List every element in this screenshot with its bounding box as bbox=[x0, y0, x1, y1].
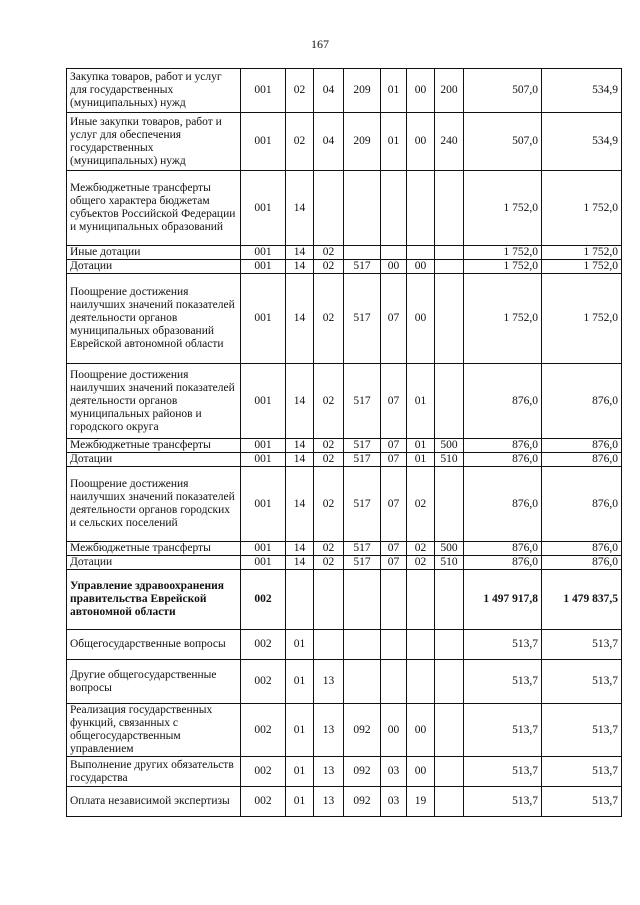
budget-table bbox=[66, 68, 622, 817]
target-item-cell: 02 bbox=[407, 467, 435, 542]
expense-type-cell: 510 bbox=[435, 556, 464, 570]
row-name-cell: Дотации bbox=[67, 260, 241, 274]
amount-year2-cell: 534,9 bbox=[542, 113, 622, 171]
subsection-code-cell: 04 bbox=[314, 69, 344, 113]
admin-code-cell: 002 bbox=[241, 757, 286, 787]
target-code-cell: 517 bbox=[344, 467, 381, 542]
target-code-cell bbox=[344, 570, 381, 630]
row-name-cell: Иные дотации bbox=[67, 246, 241, 260]
target-item-cell bbox=[407, 570, 435, 630]
table-row bbox=[67, 260, 622, 274]
admin-code-cell: 001 bbox=[241, 453, 286, 467]
amount-year1-cell: 876,0 bbox=[464, 364, 542, 439]
section-code-cell: 01 bbox=[286, 787, 314, 817]
subsection-code-cell: 02 bbox=[314, 260, 344, 274]
target-subcode-cell: 07 bbox=[381, 556, 407, 570]
subsection-code-cell: 02 bbox=[314, 542, 344, 556]
table-row bbox=[67, 274, 622, 364]
row-name-cell: Иные закупки товаров, работ и услуг для обеспечения государственных (муниципальных) нужд bbox=[67, 113, 241, 171]
row-name-cell: Поощрение достижения наилучших значений показателей деятельности органов муниципальных образований Еврейской автономной области bbox=[67, 274, 241, 364]
row-name-cell: Межбюджетные трансферты bbox=[67, 439, 241, 453]
expense-type-cell bbox=[435, 274, 464, 364]
amount-year2-cell: 876,0 bbox=[542, 453, 622, 467]
amount-year1-cell: 1 752,0 bbox=[464, 260, 542, 274]
row-name-cell: Управление здравоохранения правительства Еврейской автономной области bbox=[67, 570, 241, 630]
amount-year2-cell: 876,0 bbox=[542, 556, 622, 570]
amount-year2-cell: 1 479 837,5 bbox=[542, 570, 622, 630]
target-code-cell: 092 bbox=[344, 704, 381, 757]
expense-type-cell bbox=[435, 260, 464, 274]
section-code-cell: 01 bbox=[286, 630, 314, 660]
table-row bbox=[67, 453, 622, 467]
admin-code-cell: 001 bbox=[241, 542, 286, 556]
row-name-cell: Межбюджетные трансферты общего характера бюджетам субъектов Российской Федерации и муниципальных образований bbox=[67, 171, 241, 246]
target-subcode-cell: 00 bbox=[381, 260, 407, 274]
section-code-cell: 02 bbox=[286, 113, 314, 171]
expense-type-cell: 240 bbox=[435, 113, 464, 171]
row-name-cell: Межбюджетные трансферты bbox=[67, 542, 241, 556]
amount-year2-cell: 876,0 bbox=[542, 542, 622, 556]
table-row bbox=[67, 757, 622, 787]
target-item-cell: 00 bbox=[407, 69, 435, 113]
table-row bbox=[67, 630, 622, 660]
amount-year1-cell: 513,7 bbox=[464, 757, 542, 787]
row-name-cell: Другие общегосударственные вопросы bbox=[67, 660, 241, 704]
target-code-cell: 517 bbox=[344, 439, 381, 453]
row-name-cell: Поощрение достижения наилучших значений показателей деятельности органов муниципальных районов и городского округа bbox=[67, 364, 241, 439]
subsection-code-cell: 02 bbox=[314, 467, 344, 542]
target-code-cell bbox=[344, 171, 381, 246]
amount-year2-cell: 513,7 bbox=[542, 630, 622, 660]
row-name-cell: Оплата независимой экспертизы bbox=[67, 787, 241, 817]
section-code-cell: 14 bbox=[286, 274, 314, 364]
target-subcode-cell: 01 bbox=[381, 113, 407, 171]
subsection-code-cell: 02 bbox=[314, 453, 344, 467]
table-row bbox=[67, 171, 622, 246]
section-code-cell: 14 bbox=[286, 542, 314, 556]
target-subcode-cell: 07 bbox=[381, 453, 407, 467]
amount-year2-cell: 534,9 bbox=[542, 69, 622, 113]
row-name-cell: Выполнение других обязательств государства bbox=[67, 757, 241, 787]
admin-code-cell: 001 bbox=[241, 467, 286, 542]
amount-year1-cell: 1 752,0 bbox=[464, 171, 542, 246]
subsection-code-cell: 13 bbox=[314, 660, 344, 704]
expense-type-cell: 510 bbox=[435, 453, 464, 467]
expense-type-cell bbox=[435, 704, 464, 757]
row-name-cell: Дотации bbox=[67, 453, 241, 467]
target-subcode-cell: 07 bbox=[381, 467, 407, 542]
target-item-cell: 19 bbox=[407, 787, 435, 817]
amount-year1-cell: 507,0 bbox=[464, 113, 542, 171]
admin-code-cell: 002 bbox=[241, 787, 286, 817]
section-code-cell bbox=[286, 570, 314, 630]
section-code-cell: 01 bbox=[286, 704, 314, 757]
expense-type-cell bbox=[435, 467, 464, 542]
expense-type-cell bbox=[435, 364, 464, 439]
expense-type-cell bbox=[435, 246, 464, 260]
admin-code-cell: 001 bbox=[241, 69, 286, 113]
subsection-code-cell: 13 bbox=[314, 787, 344, 817]
subsection-code-cell: 02 bbox=[314, 246, 344, 260]
amount-year2-cell: 1 752,0 bbox=[542, 171, 622, 246]
expense-type-cell bbox=[435, 171, 464, 246]
target-code-cell bbox=[344, 660, 381, 704]
target-item-cell: 00 bbox=[407, 757, 435, 787]
amount-year1-cell: 1 752,0 bbox=[464, 246, 542, 260]
amount-year2-cell: 1 752,0 bbox=[542, 260, 622, 274]
subsection-code-cell: 13 bbox=[314, 757, 344, 787]
amount-year2-cell: 876,0 bbox=[542, 439, 622, 453]
table-row bbox=[67, 570, 622, 630]
section-code-cell: 14 bbox=[286, 467, 314, 542]
expense-type-cell bbox=[435, 757, 464, 787]
amount-year1-cell: 513,7 bbox=[464, 787, 542, 817]
table-row bbox=[67, 556, 622, 570]
amount-year1-cell: 876,0 bbox=[464, 453, 542, 467]
admin-code-cell: 001 bbox=[241, 171, 286, 246]
target-item-cell bbox=[407, 660, 435, 704]
amount-year1-cell: 513,7 bbox=[464, 660, 542, 704]
section-code-cell: 01 bbox=[286, 757, 314, 787]
target-code-cell: 092 bbox=[344, 757, 381, 787]
expense-type-cell bbox=[435, 630, 464, 660]
target-subcode-cell bbox=[381, 246, 407, 260]
target-code-cell: 517 bbox=[344, 453, 381, 467]
table-row bbox=[67, 113, 622, 171]
target-code-cell: 517 bbox=[344, 260, 381, 274]
subsection-code-cell: 04 bbox=[314, 113, 344, 171]
target-item-cell: 00 bbox=[407, 113, 435, 171]
section-code-cell: 14 bbox=[286, 260, 314, 274]
amount-year1-cell: 513,7 bbox=[464, 704, 542, 757]
target-code-cell: 209 bbox=[344, 113, 381, 171]
table-row bbox=[67, 787, 622, 817]
target-code-cell: 517 bbox=[344, 274, 381, 364]
target-item-cell bbox=[407, 246, 435, 260]
target-item-cell: 01 bbox=[407, 364, 435, 439]
amount-year1-cell: 876,0 bbox=[464, 542, 542, 556]
subsection-code-cell bbox=[314, 570, 344, 630]
amount-year1-cell: 876,0 bbox=[464, 467, 542, 542]
target-item-cell: 00 bbox=[407, 274, 435, 364]
row-name-cell: Общегосударственные вопросы bbox=[67, 630, 241, 660]
expense-type-cell: 500 bbox=[435, 439, 464, 453]
table-row bbox=[67, 364, 622, 439]
target-subcode-cell: 07 bbox=[381, 542, 407, 556]
target-item-cell bbox=[407, 171, 435, 246]
admin-code-cell: 001 bbox=[241, 439, 286, 453]
row-name-cell: Дотации bbox=[67, 556, 241, 570]
amount-year2-cell: 513,7 bbox=[542, 757, 622, 787]
subsection-code-cell: 02 bbox=[314, 364, 344, 439]
admin-code-cell: 002 bbox=[241, 630, 286, 660]
target-subcode-cell: 07 bbox=[381, 274, 407, 364]
subsection-code-cell: 02 bbox=[314, 274, 344, 364]
target-code-cell: 517 bbox=[344, 542, 381, 556]
amount-year1-cell: 876,0 bbox=[464, 556, 542, 570]
expense-type-cell: 500 bbox=[435, 542, 464, 556]
subsection-code-cell: 02 bbox=[314, 439, 344, 453]
target-item-cell: 02 bbox=[407, 542, 435, 556]
target-code-cell bbox=[344, 630, 381, 660]
expense-type-cell: 200 bbox=[435, 69, 464, 113]
target-item-cell: 01 bbox=[407, 439, 435, 453]
target-subcode-cell: 07 bbox=[381, 439, 407, 453]
table-row bbox=[67, 542, 622, 556]
row-name-cell: Поощрение достижения наилучших значений показателей деятельности органов городских и сельских поселений bbox=[67, 467, 241, 542]
target-code-cell: 209 bbox=[344, 69, 381, 113]
section-code-cell: 14 bbox=[286, 556, 314, 570]
amount-year2-cell: 513,7 bbox=[542, 704, 622, 757]
target-item-cell: 00 bbox=[407, 704, 435, 757]
target-subcode-cell: 00 bbox=[381, 704, 407, 757]
target-item-cell: 01 bbox=[407, 453, 435, 467]
expense-type-cell bbox=[435, 570, 464, 630]
target-subcode-cell: 01 bbox=[381, 69, 407, 113]
amount-year1-cell: 1 497 917,8 bbox=[464, 570, 542, 630]
target-code-cell: 517 bbox=[344, 556, 381, 570]
target-item-cell: 00 bbox=[407, 260, 435, 274]
expense-type-cell bbox=[435, 787, 464, 817]
table-row bbox=[67, 660, 622, 704]
table-row bbox=[67, 439, 622, 453]
target-subcode-cell bbox=[381, 570, 407, 630]
admin-code-cell: 001 bbox=[241, 364, 286, 439]
target-item-cell: 02 bbox=[407, 556, 435, 570]
target-code-cell bbox=[344, 246, 381, 260]
admin-code-cell: 002 bbox=[241, 660, 286, 704]
target-subcode-cell: 03 bbox=[381, 787, 407, 817]
table-row bbox=[67, 704, 622, 757]
target-code-cell: 092 bbox=[344, 787, 381, 817]
admin-code-cell: 002 bbox=[241, 704, 286, 757]
amount-year2-cell: 876,0 bbox=[542, 364, 622, 439]
amount-year2-cell: 1 752,0 bbox=[542, 246, 622, 260]
amount-year2-cell: 513,7 bbox=[542, 660, 622, 704]
subsection-code-cell bbox=[314, 171, 344, 246]
amount-year1-cell: 876,0 bbox=[464, 439, 542, 453]
amount-year2-cell: 513,7 bbox=[542, 787, 622, 817]
target-subcode-cell bbox=[381, 660, 407, 704]
section-code-cell: 01 bbox=[286, 660, 314, 704]
admin-code-cell: 002 bbox=[241, 570, 286, 630]
subsection-code-cell: 13 bbox=[314, 704, 344, 757]
subsection-code-cell: 02 bbox=[314, 556, 344, 570]
admin-code-cell: 001 bbox=[241, 246, 286, 260]
expense-type-cell bbox=[435, 660, 464, 704]
target-subcode-cell: 03 bbox=[381, 757, 407, 787]
subsection-code-cell bbox=[314, 630, 344, 660]
amount-year2-cell: 1 752,0 bbox=[542, 274, 622, 364]
target-item-cell bbox=[407, 630, 435, 660]
section-code-cell: 14 bbox=[286, 453, 314, 467]
row-name-cell: Реализация государственных функций, связанных с общегосударственным управлением bbox=[67, 704, 241, 757]
section-code-cell: 14 bbox=[286, 364, 314, 439]
amount-year2-cell: 876,0 bbox=[542, 467, 622, 542]
table-row bbox=[67, 69, 622, 113]
amount-year1-cell: 513,7 bbox=[464, 630, 542, 660]
table-row bbox=[67, 467, 622, 542]
target-subcode-cell bbox=[381, 630, 407, 660]
target-code-cell: 517 bbox=[344, 364, 381, 439]
amount-year1-cell: 1 752,0 bbox=[464, 274, 542, 364]
section-code-cell: 14 bbox=[286, 439, 314, 453]
admin-code-cell: 001 bbox=[241, 274, 286, 364]
section-code-cell: 14 bbox=[286, 171, 314, 246]
page-number: 167 bbox=[311, 37, 329, 51]
section-code-cell: 02 bbox=[286, 69, 314, 113]
amount-year1-cell: 507,0 bbox=[464, 69, 542, 113]
row-name-cell: Закупка товаров, работ и услуг для государственных (муниципальных) нужд bbox=[67, 69, 241, 113]
table-row bbox=[67, 246, 622, 260]
section-code-cell: 14 bbox=[286, 246, 314, 260]
target-subcode-cell: 07 bbox=[381, 364, 407, 439]
admin-code-cell: 001 bbox=[241, 113, 286, 171]
admin-code-cell: 001 bbox=[241, 260, 286, 274]
admin-code-cell: 001 bbox=[241, 556, 286, 570]
target-subcode-cell bbox=[381, 171, 407, 246]
